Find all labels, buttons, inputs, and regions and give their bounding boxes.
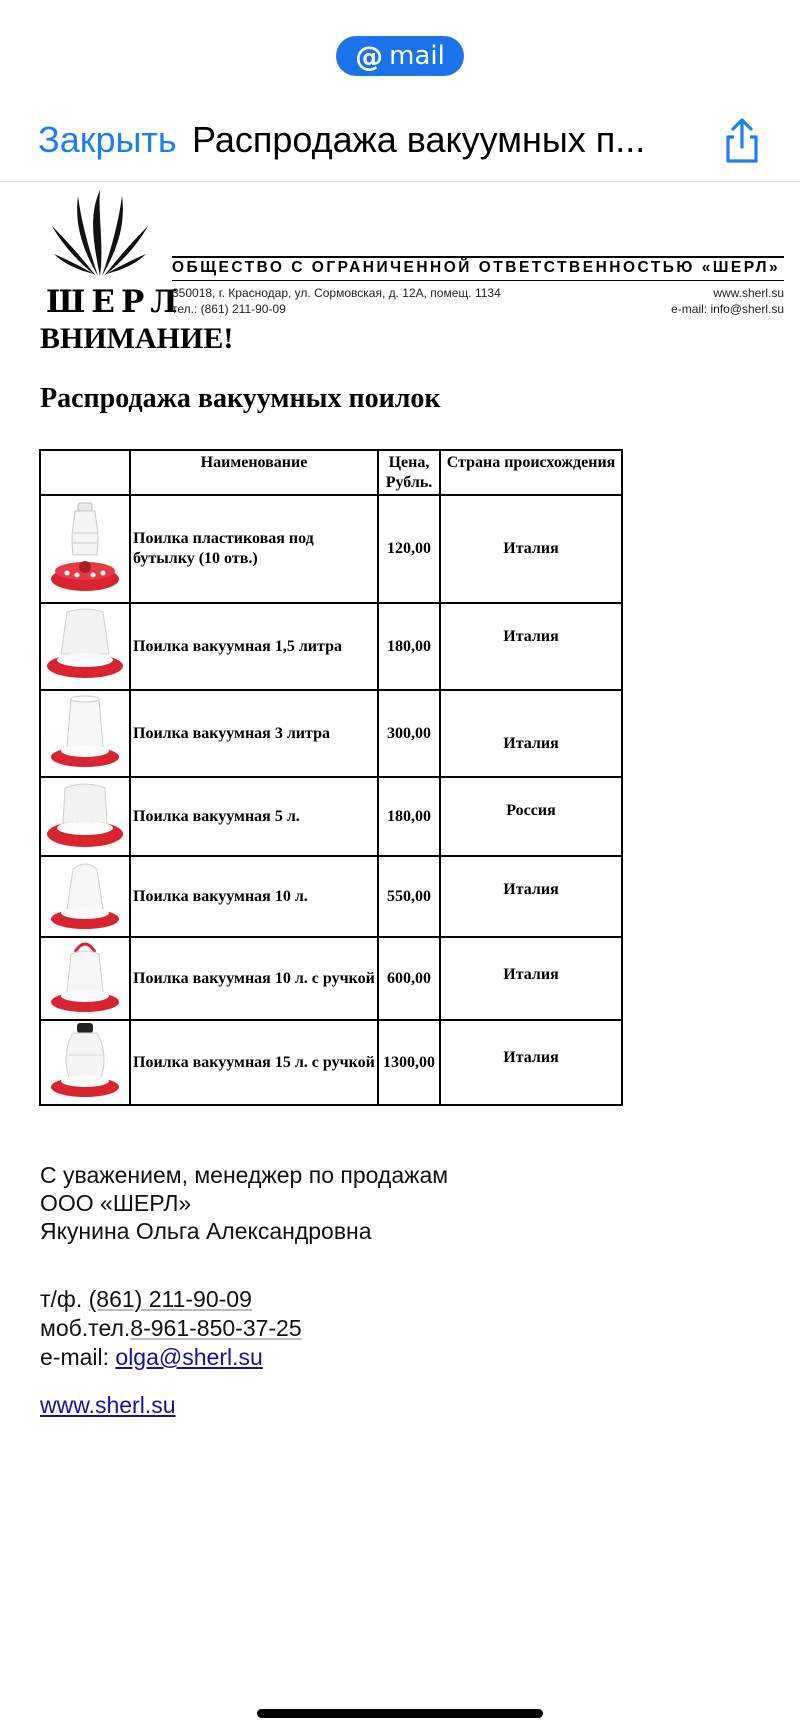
product-image [40,495,130,603]
table-row [40,690,622,777]
company-phone: тел.: (861) 211-90-09 [172,302,286,316]
product-price: 180,00 [378,777,440,856]
header-price: Цена, Рубль. [378,450,440,495]
table-row [40,603,622,690]
at-icon: @ [355,39,384,73]
sale-heading: Распродажа вакуумных поилок [40,383,441,414]
mobile-phone-link[interactable]: 8-961-850-37-25 [130,1315,302,1341]
vacuum-drinker-handle-icon [47,1021,123,1099]
company-email: e-mail: info@sherl.su [671,302,784,316]
product-name: Поилка вакуумная 10 л. [130,856,378,937]
product-price: 120,00 [378,495,440,603]
table-row [40,1020,622,1105]
nav-divider [0,181,800,182]
product-country: Италия [440,603,622,690]
office-phone-link[interactable]: (861) 211-90-09 [88,1286,252,1312]
page-title: Распродажа вакуумных п... [192,119,646,160]
office-phone-line [40,1286,252,1313]
product-name: Поилка пластиковая под бутылку (10 отв.) [130,495,378,603]
table-row [40,495,622,603]
header-country: Страна происхождения [440,450,622,495]
company-site: www.sherl.su [713,286,784,300]
product-image [40,856,130,937]
vacuum-drinker-icon [47,857,123,931]
table-row [40,937,622,1020]
table-row [40,856,622,937]
mail-pill-label: mail [389,41,445,71]
vacuum-drinker-icon [47,691,123,771]
mail-app-pill [336,36,464,76]
signature-line-1: С уважением, менеджер по продажам [40,1162,449,1188]
product-country: Россия [440,777,622,856]
product-name: Поилка вакуумная 5 л. [130,777,378,856]
product-image [40,937,130,1020]
attention-heading: ВНИМАНИЕ! [40,322,234,355]
letterhead-line-top [172,256,784,258]
product-image [40,690,130,777]
vacuum-drinker-handle-icon [47,938,123,1014]
product-price: 550,00 [378,856,440,937]
product-image [40,1020,130,1105]
close-button[interactable]: Закрыть [38,119,177,160]
product-price: 1300,00 [378,1020,440,1105]
company-address: 350018, г. Краснодар, ул. Сормовская, д. 12А, помещ. 1134 [172,286,501,300]
product-image [40,777,130,856]
table-row [40,777,622,856]
sherl-logo-icon [48,186,152,278]
mobile-phone-line [40,1315,302,1342]
phone-prefix: т/ф. [40,1286,89,1312]
company-name: ОБЩЕСТВО С ОГРАНИЧЕННОЙ ОТВЕТСТВЕННОСТЬЮ «ШЕРЛ» [172,259,781,276]
email-link[interactable]: olga@sherl.su [115,1344,263,1370]
header-image-cell [40,450,130,495]
navigation-bar [0,105,800,175]
vacuum-drinker-icon [45,604,125,684]
product-country: Италия [440,856,622,937]
website-line [40,1392,175,1419]
letterhead-line-bottom [172,280,784,281]
header-name: Наименование [130,450,378,495]
product-image [40,603,130,690]
product-price: 600,00 [378,937,440,1020]
product-name: Поилка вакуумная 10 л. с ручкой [130,937,378,1020]
product-name: Поилка вакуумная 3 литра [130,690,378,777]
product-price: 180,00 [378,603,440,690]
product-country: Италия [440,690,622,777]
signature-line-2: ООО «ШЕРЛ» [40,1190,192,1216]
vacuum-drinker-icon [45,778,125,850]
mobile-prefix: моб.тел. [40,1315,131,1341]
product-country: Италия [440,495,622,603]
website-link[interactable]: www.sherl.su [40,1392,176,1418]
product-country: Италия [440,937,622,1020]
brand-logo-text: ШЕРЛ [46,284,184,320]
bottle-feeder-icon [47,497,123,597]
product-name: Поилка вакуумная 15 л. с ручкой [130,1020,378,1105]
signature-line-3: Якунина Ольга Александровна [40,1218,372,1244]
product-name: Поилка вакуумная 1,5 литра [130,603,378,690]
product-price: 300,00 [378,690,440,777]
email-line [40,1344,263,1371]
share-icon[interactable] [720,117,764,165]
product-country: Италия [440,1020,622,1105]
email-prefix: e-mail: [40,1344,116,1370]
table-header-row [40,450,622,495]
price-table [39,449,623,1106]
home-indicator[interactable] [257,1709,543,1718]
